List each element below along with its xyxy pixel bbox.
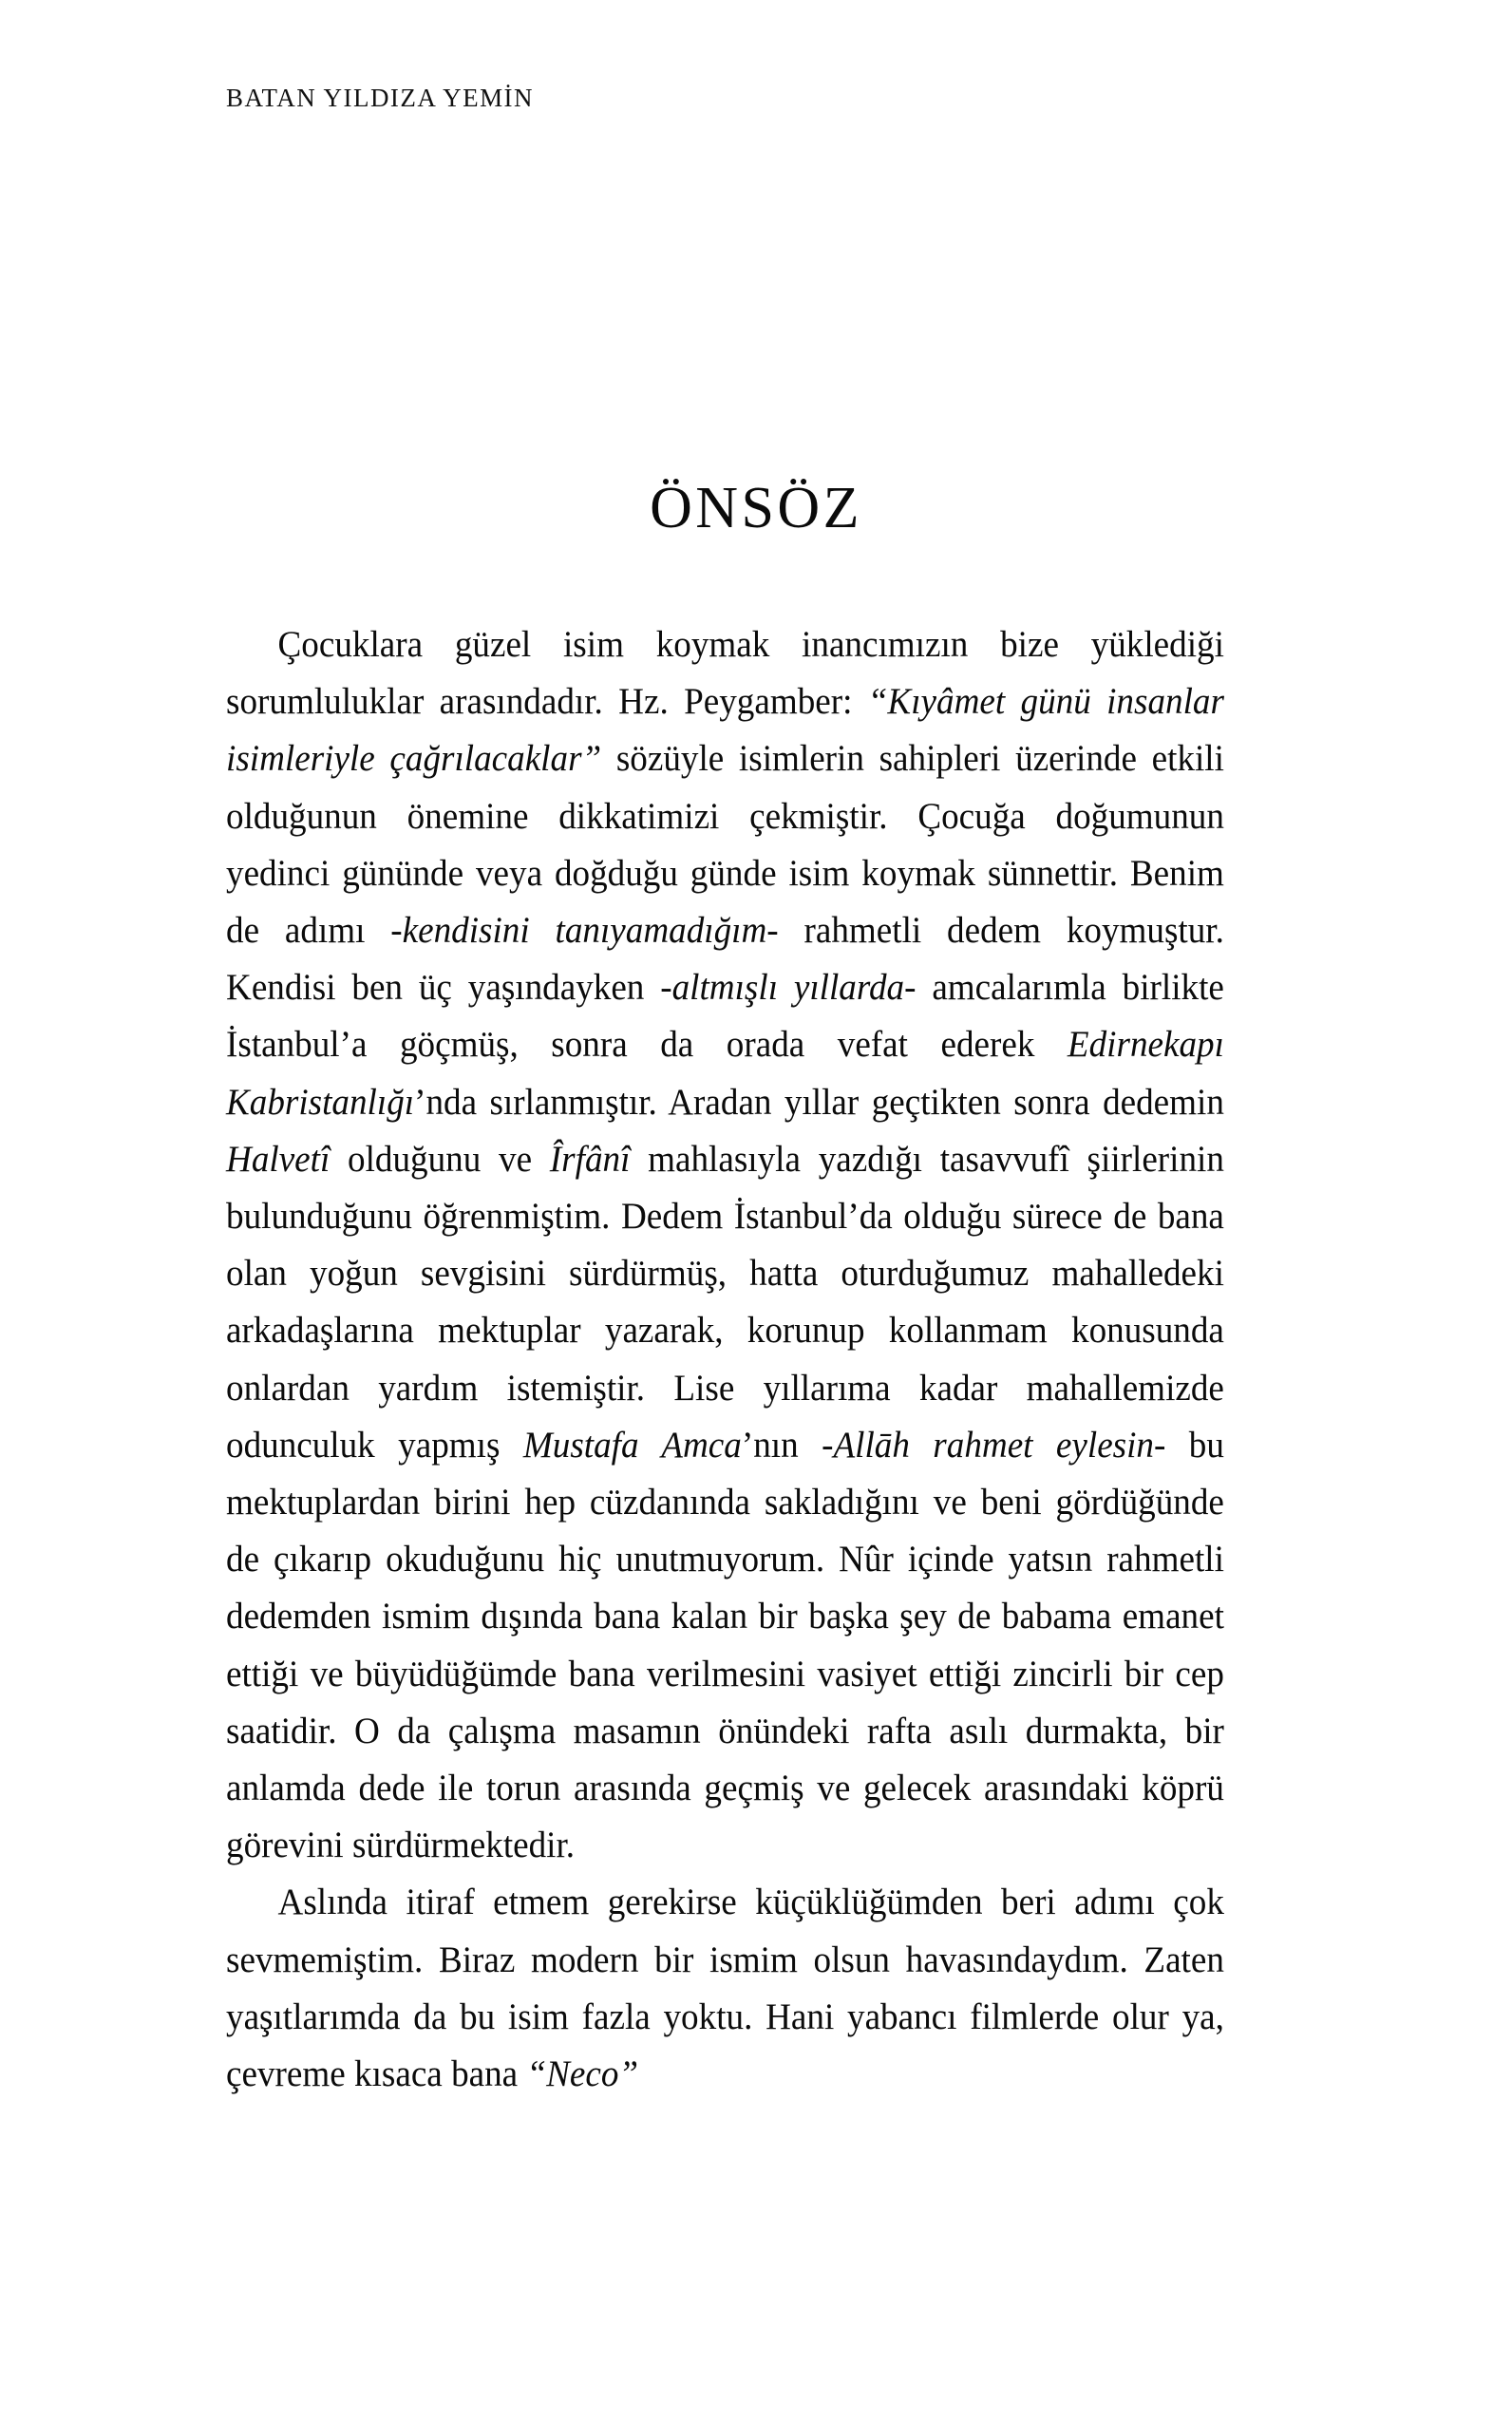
text-run: sözüyle isimlerin sahipleri üzerinde etkili olduğunun önemine dikkatimizi çekmiştir. Çocuğa doğumunun yedinci gününde veya doğduğu günde isim koymak sünnettir. Benim de adımı <box>226 737 1224 952</box>
body-paragraph <box>226 1873 1224 2102</box>
text-run: amcalarımla birlikte İstanbul’a göçmüş, sonra da orada vefat ederek <box>226 966 1224 1066</box>
emphasis-run: -Allāh rahmet eylesin- <box>822 1423 1166 1466</box>
emphasis-run: Mustafa Amca <box>522 1423 742 1466</box>
emphasis-run: Îrfânî <box>549 1137 631 1180</box>
text-run: ’nda sırlanmıştır. Aradan yıllar geçtikten sonra dedemin <box>414 1080 1224 1123</box>
running-head: BATAN YILDIZA YEMİN <box>226 84 535 112</box>
emphasis-run: -altmışlı yıllarda- <box>660 966 917 1009</box>
emphasis-run: “Neco” <box>526 2053 639 2095</box>
page-title: ÖNSÖZ <box>650 475 862 540</box>
body-paragraph <box>226 615 1224 1873</box>
body-text <box>226 615 1224 2102</box>
text-run: rahmetli dedem koymuştur. Kendisi ben üç yaşındayken <box>226 909 1224 1009</box>
text-run: mahlasıyla yazdığı tasavvufî şiirlerinin bulunduğunu öğrenmiştim. Dedem İstanbul’da olduğu sürece de bana olan yoğun sevgisini sürdürmüş, hatta oturduğumuz mahalledeki arkadaşlarına mektuplar yazarak, korunup kollanmam konusunda onlardan yardım istemiştir. Lise yıllarıma kadar mahallemizde odunculuk yapmış <box>226 1137 1224 1466</box>
emphasis-run: Halvetî <box>226 1137 331 1180</box>
text-run: ’nın <box>741 1423 822 1466</box>
emphasis-run: “Kıyâmet günü insanlar isimleriyle çağrılacaklar” <box>226 680 1224 780</box>
text-run: Aslında itiraf etmem gerekirse küçüklüğümden beri adımı çok sevmemiştim. Biraz modern bir ismim olsun havasındaydım. Zaten yaşıtlarımda da bu isim fazla yoktu. Hani yabancı filmlerde olur ya, çevreme kısaca bana <box>226 1881 1224 2095</box>
emphasis-run: Edirnekapı Kabristanlığı <box>226 1023 1224 1123</box>
text-run: olduğunu ve <box>330 1137 550 1180</box>
emphasis-run: -kendisini tanıyamadığım- <box>390 909 779 952</box>
text-run: Çocuklara güzel isim koymak inancımızın bize yüklediği sorumluluklar arasındadır. Hz. Peygamber: <box>226 623 1224 723</box>
text-run: bu mektuplardan birini hep cüzdanında sakladığını ve beni gördüğünde de çıkarıp okuduğunu hiç unutmuyorum. Nûr içinde yatsın rahmetli dedemden ismim dışında bana kalan bir başka şey de babama emanet ettiği ve büyüdüğümde bana verilmesini vasiyet ettiği zincirli bir cep saatidir. O da çalışma masamın önündeki rafta asılı durmakta, bir anlamda dede ile torun arasında geçmiş ve gelecek arasındaki köprü görevini sürdürmektedir. <box>226 1423 1224 1866</box>
